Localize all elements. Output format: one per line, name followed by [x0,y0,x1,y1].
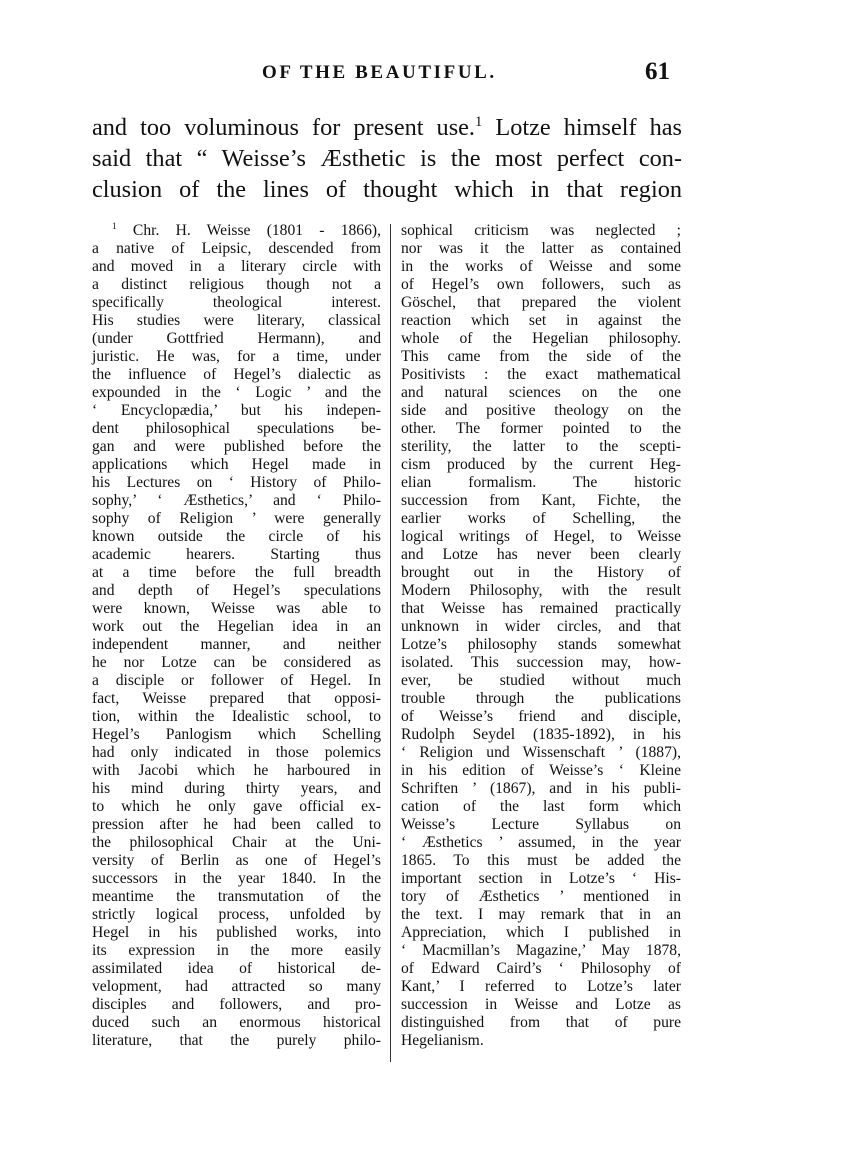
footnote-line: Hegelianism. [401,1032,484,1049]
footnote-line: Modern Philosophy, with the result [401,582,681,599]
footnote-line-text: Chr. H. Weisse (1801 - 1866), [132,222,381,239]
footnote-line: juristic. He was, for a time, under [92,348,381,365]
footnote-line: Lotze’s philosophy stands somewhat [401,636,681,653]
footnote-line: cation of the last form which [401,798,681,815]
footnote-line: of Edward Caird’s ‘ Philosophy of [401,960,681,977]
footnote-line: ever, be studied without much [401,672,681,689]
footnote-line: with Jacobi which he harboured in [92,762,381,779]
footnote-line: Positivists : the exact mathematical [401,366,681,383]
running-head: OF THE BEAUTIFUL. [262,62,497,83]
footnote-line: Rudolph Seydel (1835-1892), in his [401,726,681,743]
footnote-line: and moved in a literary circle with [92,258,381,275]
footnote-left-column [92,222,381,1050]
footnote-line: of Hegel’s own followers, such as [401,276,681,293]
footnote-line: other. The former pointed to the [401,420,681,437]
footnote-line: independent manner, and neither [92,636,381,653]
footnote-line: important section in Lotze’s ‘ His- [401,870,681,887]
footnote-line: assimilated idea of historical de- [92,960,381,977]
column-divider [390,224,391,1062]
footnote-line: Appreciation, which I published in [401,924,681,941]
footnote-line: side and positive theology on the [401,402,681,419]
footnote-line: sophy of Religion ’ were generally [92,510,381,527]
footnote-line: its expression in the more easily [92,942,381,959]
footnote-line: a distinct religious though not a [92,276,381,293]
footnote-line: Göschel, that prepared the violent [401,294,681,311]
footnote-line: velopment, had attracted so many [92,978,381,995]
footnote-line: Weisse’s Lecture Syllabus on [401,816,681,833]
footnote-line: tion, within the Idealistic school, to [92,708,381,725]
footnote-line: applications which Hegel made in [92,456,381,473]
footnote-line: cism produced by the current Heg- [401,456,681,473]
footnote-line: and Lotze has never been clearly [401,546,681,563]
footnote-line: ‘ Encyclopædia,’ but his indepen- [92,402,381,419]
footnote-line: known outside the circle of his [92,528,381,545]
footnote-line: brought out in the History of [401,564,681,581]
footnote-line: versity of Berlin as one of Hegel’s [92,852,381,869]
footnote-line: Kant,’ I referred to Lotze’s later [401,978,681,995]
footnote-line: (under Gottfried Hermann), and [92,330,381,347]
footnote-line: strictly logical process, unfolded by [92,906,381,923]
footnote-reference: 1 [475,113,483,130]
body-line-tail: Lotze himself has [495,114,683,141]
footnote-line: nor was it the latter as contained [401,240,681,257]
main-body-text [92,112,682,205]
footnote-line: his mind during thirty years, and [92,780,381,797]
body-line [92,112,682,143]
footnote-marker: 1 [112,221,117,232]
footnote-line: trouble through the publications [401,690,681,707]
footnote-line: dent philosophical speculations be- [92,420,381,437]
footnote-line: tory of Æsthetics ’ mentioned in [401,888,681,905]
footnote-line: sterility, the latter to the scepti- [401,438,681,455]
footnote-line: his Lectures on ‘ History of Philo- [92,474,381,491]
footnote-line: 1865. To this must be added the [401,852,681,869]
footnote-line: earlier works of Schelling, the [401,510,681,527]
footnote-line: unknown in wider circles, and that [401,618,681,635]
body-line: said that “ Weisse’s Æsthetic is the most perfect con- [92,145,682,172]
footnote-line: academic hearers. Starting thus [92,546,381,563]
footnote-line: the influence of Hegel’s dialectic as [92,366,381,383]
footnote-line: at a time before the full breadth [92,564,381,581]
footnote-line: His studies were literary, classical [92,312,381,329]
footnote-line: Hegel’s Panlogism which Schelling [92,726,381,743]
footnote-line: had only indicated in those polemics [92,744,381,761]
footnote-line: logical writings of Hegel, to Weisse [401,528,681,545]
body-line: clusion of the lines of thought which in that region [92,176,682,203]
page-number: 61 [645,58,670,85]
footnote-line: sophical criticism was neglected ; [401,222,681,239]
footnote-line: meantime the transmutation of the [92,888,381,905]
footnote-line: disciples and followers, and pro- [92,996,381,1013]
footnote-line: the text. I may remark that in an [401,906,681,923]
footnote-line: in his edition of Weisse’s ‘ Kleine [401,762,681,779]
footnote-line: in the works of Weisse and some [401,258,681,275]
footnote-line: ‘ Æsthetics ’ assumed, in the year [401,834,681,851]
footnote-line: were known, Weisse was able to [92,600,381,617]
footnote-line: a native of Leipsic, descended from [92,240,381,257]
footnote-line: literature, that the purely philo- [92,1032,381,1049]
footnote-line: reaction which set in against the [401,312,681,329]
footnote-line: the philosophical Chair at the Uni- [92,834,381,851]
footnote-line: whole of the Hegelian philosophy. [401,330,681,347]
footnote-line: elian formalism. The historic [401,474,681,491]
footnote-right-column [401,222,681,1050]
footnote-line: that Weisse has remained practically [401,600,681,617]
footnote-line: duced such an enormous historical [92,1014,381,1031]
footnote-line: to which he only gave official ex- [92,798,381,815]
page-header [0,60,850,90]
footnote-line: distinguished from that of pure [401,1014,681,1031]
footnote-line: successors in the year 1840. In the [92,870,381,887]
footnote-line: ‘ Macmillan’s Magazine,’ May 1878, [401,942,681,959]
footnote-line: succession from Kant, Fichte, the [401,492,681,509]
footnote-line: fact, Weisse prepared that opposi- [92,690,381,707]
footnote-line: gan and were published before the [92,438,381,455]
footnote-line: Hegel in his published works, into [92,924,381,941]
footnote-line: succession in Weisse and Lotze as [401,996,681,1013]
footnote-line: work out the Hegelian idea in an [92,618,381,635]
footnote-line: This came from the side of the [401,348,681,365]
footnote-line: and depth of Hegel’s speculations [92,582,381,599]
footnote-line: and natural sciences on the one [401,384,681,401]
footnote-line: pression after he had been called to [92,816,381,833]
footnote-line: isolated. This succession may, how- [401,654,681,671]
footnote-line: specifically theological interest. [92,294,381,311]
footnote-line: he nor Lotze can be considered as [92,654,381,671]
footnote-line: of Weisse’s friend and disciple, [401,708,681,725]
footnote-line: expounded in the ‘ Logic ’ and the [92,384,381,401]
footnote-line: ‘ Religion und Wissenschaft ’ (1887), [401,744,681,761]
footnote-line [92,222,381,240]
footnote-line: Schriften ’ (1867), and in his publi- [401,780,681,797]
body-line-text: and too voluminous for present use. [92,114,476,141]
footnote-line: sophy,’ ‘ Æsthetics,’ and ‘ Philo- [92,492,381,509]
footnote-line: a disciple or follower of Hegel. In [92,672,381,689]
